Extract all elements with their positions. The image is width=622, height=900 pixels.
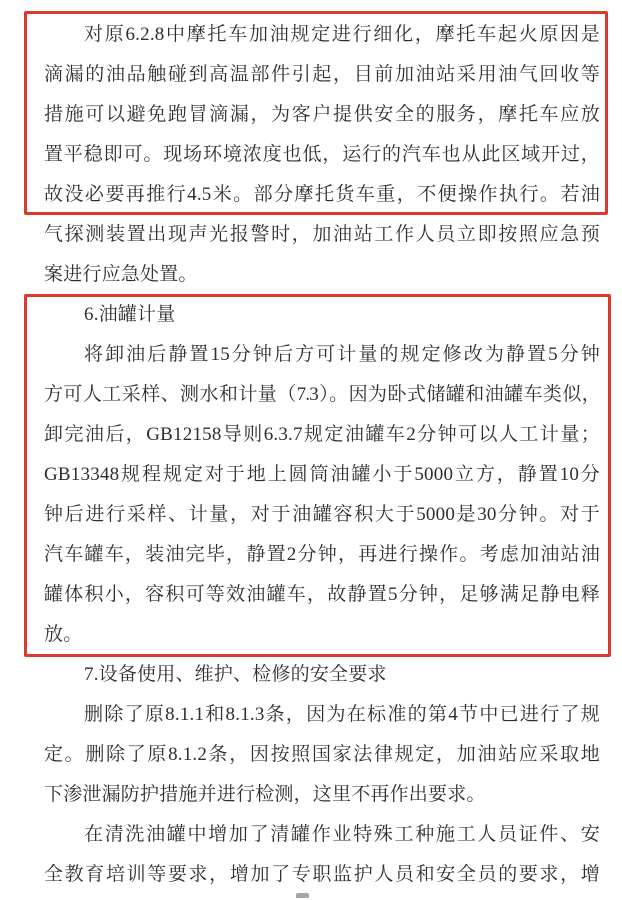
text-line: 全教育培训等要求，增加了专职监护人员和安全员的要求，增 xyxy=(44,864,600,885)
text-line: 措施可以避免跑冒滴漏，为客户提供安全的服务，摩托车应放 xyxy=(44,104,600,125)
section-heading: 6.油罐计量 xyxy=(84,304,176,325)
text-line: 下渗泄漏防护措施并进行检测，这里不再作出要求。 xyxy=(44,784,486,805)
text-line: 方可人工采样、测水和计量（7.3）。因为卧式储罐和油罐车类似， xyxy=(44,384,600,405)
text-line: 删除了原8.1.1和8.1.3条，因为在标准的第4节中已进行了规 xyxy=(84,704,600,725)
text-line: 定。删除了原8.1.2条，因按照国家法律规定，加油站应采取地 xyxy=(44,744,600,765)
text-line: 对原6.2.8中摩托车加油规定进行细化，摩托车起火原因是 xyxy=(84,24,600,45)
section-heading: 7.设备使用、维护、检修的安全要求 xyxy=(84,664,387,685)
text-line: 钟后进行采样、计量，对于油罐容积大于5000是30分钟。对于 xyxy=(44,504,600,525)
text-line: 气探测装置出现声光报警时，加油站工作人员立即按照应急预 xyxy=(44,224,600,245)
text-line: 案进行应急处置。 xyxy=(44,264,198,285)
text-line: 置平稳即可。现场环境浓度也低，运行的汽车也从此区域开过， xyxy=(44,144,600,165)
text-line: 汽车罐车，装油完毕，静置2分钟，再进行操作。考虑加油站油 xyxy=(44,544,600,565)
text-line: GB13348规程规定对于地上圆筒油罐小于5000立方，静置10分 xyxy=(44,464,600,485)
cut-off-glyph-artifact xyxy=(296,893,309,898)
text-line: 故没必要再推行4.5米。部分摩托货车重，不便操作执行。若油 xyxy=(44,184,600,205)
text-line: 将卸油后静置15分钟后方可计量的规定修改为静置5分钟 xyxy=(84,344,600,365)
text-line: 放。 xyxy=(44,624,83,645)
text-line: 在清洗油罐中增加了清罐作业特殊工种施工人员证件、安 xyxy=(84,824,600,845)
text-line: 卸完油后，GB12158导则6.3.7规定油罐车2分钟可以人工计量； xyxy=(44,424,600,445)
text-line: 滴漏的油品触碰到高温部件引起，目前加油站采用油气回收等 xyxy=(44,64,600,85)
document-text-column xyxy=(44,15,600,895)
text-line: 罐体积小，容积可等效油罐车，故静置5分钟，足够满足静电释 xyxy=(44,584,600,605)
